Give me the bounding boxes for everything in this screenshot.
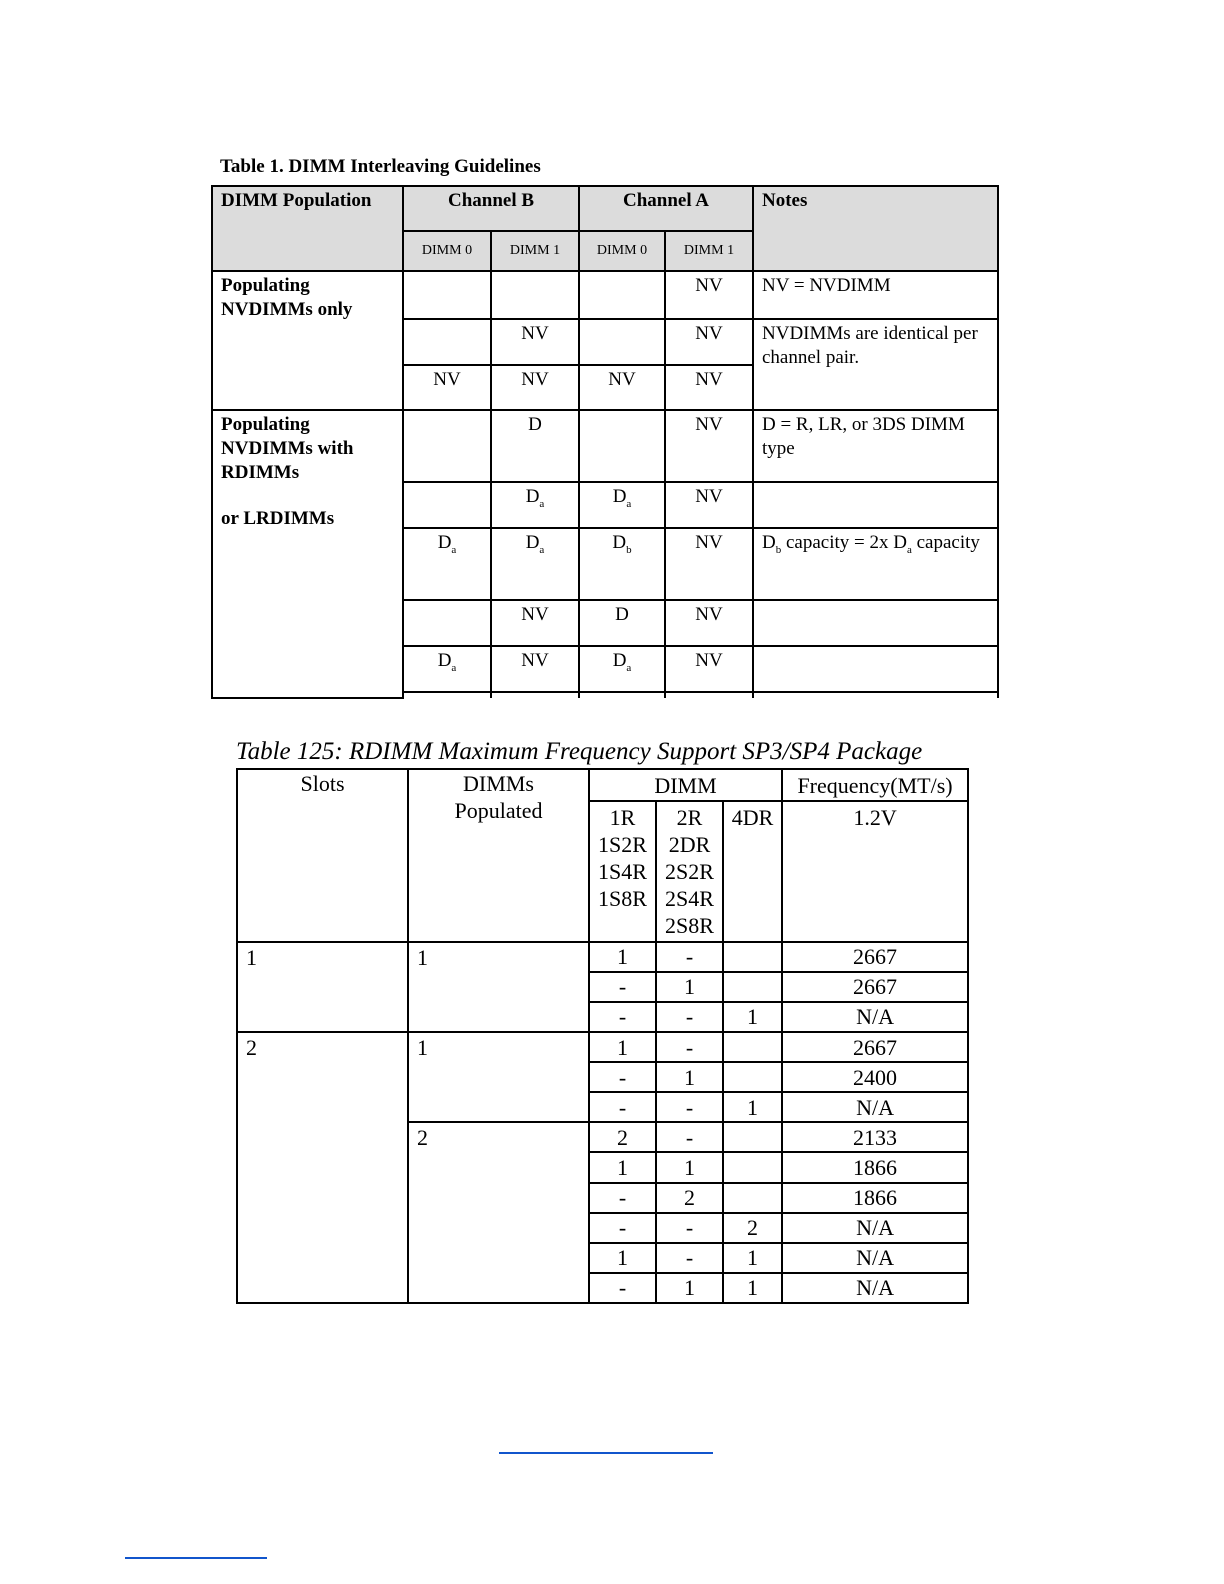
rdimm-frequency-table — [236, 768, 969, 1304]
rank2-cell: - — [656, 1002, 723, 1032]
cell — [579, 410, 665, 482]
cell — [403, 482, 491, 528]
group-label-line1: Populating NVDIMMs with RDIMMs — [221, 413, 354, 483]
note-db-capacity: $D_b$ capacity = 2x $D_a$ capacity — [753, 528, 998, 599]
cell-da: $D_a$ — [579, 646, 665, 692]
table-row — [212, 410, 998, 482]
cell — [403, 410, 491, 482]
rank1-cell: - — [589, 1273, 656, 1303]
cell: NV — [665, 646, 753, 692]
note-identical: NVDIMMs are identical per channel pair. — [753, 319, 998, 410]
header-dimm: DIMM — [589, 769, 782, 801]
rank2-cell: - — [656, 1092, 723, 1122]
rank1-cell: 1 — [589, 1032, 656, 1062]
cell: NV — [665, 410, 753, 482]
header-a-dimm0: DIMM 0 — [579, 231, 665, 271]
header-dimm-population: DIMM Population — [212, 186, 403, 271]
rank2-cell: 1 — [656, 1062, 723, 1092]
frequency-cell: 2667 — [782, 942, 968, 972]
cell: D — [579, 600, 665, 646]
cell: NV — [665, 528, 753, 599]
cell — [753, 600, 998, 646]
group-label-line2: or LRDIMMs — [221, 507, 335, 529]
rank1-cell: 1 — [589, 942, 656, 972]
frequency-cell: N/A — [782, 1243, 968, 1273]
header-voltage: 1.2V — [782, 801, 968, 942]
rank4-cell: 1 — [723, 1092, 782, 1122]
rank2-cell: 2 — [656, 1183, 723, 1213]
frequency-cell: N/A — [782, 1092, 968, 1122]
rank1-cell: - — [589, 1002, 656, 1032]
cell: NV — [665, 365, 753, 410]
note-d-def: D = R, LR, or 3DS DIMM type — [753, 410, 998, 482]
cell: NV — [403, 365, 491, 410]
rank1-cell: - — [589, 1062, 656, 1092]
rank4-cell: 1 — [723, 1243, 782, 1273]
cell: NV — [665, 271, 753, 318]
cell: NV — [491, 600, 579, 646]
cell — [403, 600, 491, 646]
cell — [403, 319, 491, 365]
frequency-cell: N/A — [782, 1213, 968, 1243]
rank4-cell — [723, 942, 782, 972]
header-dimms-populated: DIMMs Populated — [408, 769, 589, 942]
table-row — [212, 271, 998, 318]
group-nvdimm-with-rdimm — [212, 410, 403, 698]
cell-da: $D_a$ — [403, 528, 491, 599]
cell — [753, 646, 998, 692]
cell-da: $D_a$ — [579, 482, 665, 528]
frequency-cell: 1866 — [782, 1183, 968, 1213]
rank1-cell: 1 — [589, 1152, 656, 1182]
table-row — [237, 942, 968, 972]
rank2-cell: - — [656, 1213, 723, 1243]
header-a-dimm1: DIMM 1 — [665, 231, 753, 271]
cell: NV — [665, 319, 753, 365]
rank1-cell: - — [589, 972, 656, 1002]
header-channel-b: Channel B — [403, 186, 579, 231]
rank1-cell: - — [589, 1092, 656, 1122]
cell: NV — [491, 365, 579, 410]
rank1-cell: - — [589, 1213, 656, 1243]
header-frequency: Frequency(MT/s) — [782, 769, 968, 801]
rank2-cell: - — [656, 1122, 723, 1152]
frequency-cell: N/A — [782, 1273, 968, 1303]
populated-cell: 1 — [408, 942, 589, 1032]
cell: NV — [665, 600, 753, 646]
populated-cell: 2 — [408, 1122, 589, 1303]
frequency-cell: 2400 — [782, 1062, 968, 1092]
rank4-cell — [723, 1062, 782, 1092]
cell — [491, 271, 579, 318]
cell: NV — [491, 319, 579, 365]
header-b-dimm1: DIMM 1 — [491, 231, 579, 271]
frequency-cell: N/A — [782, 1002, 968, 1032]
cell — [579, 271, 665, 318]
cell-da: $D_a$ — [491, 528, 579, 599]
footnote-link-underline[interactable] — [125, 1557, 267, 1559]
cell — [753, 482, 998, 528]
rank2-cell: - — [656, 1032, 723, 1062]
rank1-cell: 2 — [589, 1122, 656, 1152]
frequency-cell: 2133 — [782, 1122, 968, 1152]
slots-cell: 2 — [237, 1032, 408, 1303]
header-slots: Slots — [237, 769, 408, 942]
cell: D — [491, 410, 579, 482]
rank2-cell: - — [656, 1243, 723, 1273]
rank4-cell — [723, 1032, 782, 1062]
header-rank2: 2R 2DR 2S2R 2S4R 2S8R — [656, 801, 723, 942]
frequency-cell: 1866 — [782, 1152, 968, 1182]
rank4-cell — [723, 1122, 782, 1152]
cell-da: $D_a$ — [403, 646, 491, 692]
header-rank1: 1R 1S2R 1S4R 1S8R — [589, 801, 656, 942]
note-nv-def: NV = NVDIMM — [753, 271, 998, 318]
header-notes: Notes — [753, 186, 998, 271]
table1-caption: Table 1. DIMM Interleaving Guidelines — [220, 156, 541, 177]
rank1-cell: 1 — [589, 1243, 656, 1273]
header-rank4: 4DR — [723, 801, 782, 942]
link-underline[interactable] — [499, 1452, 713, 1454]
rank2-cell: 1 — [656, 972, 723, 1002]
cell — [403, 271, 491, 318]
cell: NV — [665, 482, 753, 528]
rank4-cell — [723, 1183, 782, 1213]
rank1-cell: - — [589, 1183, 656, 1213]
rank2-cell: 1 — [656, 1273, 723, 1303]
cell: NV — [579, 365, 665, 410]
rank4-cell: 2 — [723, 1213, 782, 1243]
header-b-dimm0: DIMM 0 — [403, 231, 491, 271]
cell: NV — [491, 646, 579, 692]
group-nvdimm-only: Populating NVDIMMs only — [212, 271, 403, 410]
rank4-cell — [723, 972, 782, 1002]
rank4-cell — [723, 1152, 782, 1182]
populated-cell: 1 — [408, 1032, 589, 1122]
header-channel-a: Channel A — [579, 186, 753, 231]
dimm-interleaving-table — [211, 185, 999, 699]
frequency-cell: 2667 — [782, 972, 968, 1002]
cell — [579, 319, 665, 365]
rank4-cell: 1 — [723, 1002, 782, 1032]
rank4-cell: 1 — [723, 1273, 782, 1303]
frequency-cell: 2667 — [782, 1032, 968, 1062]
rank2-cell: - — [656, 942, 723, 972]
rank2-cell: 1 — [656, 1152, 723, 1182]
cell-da: $D_a$ — [491, 482, 579, 528]
table-row — [237, 1032, 968, 1062]
slots-cell: 1 — [237, 942, 408, 1032]
table125-caption: Table 125: RDIMM Maximum Frequency Support SP3/SP4 Package — [236, 738, 923, 765]
cell-db: $D_b$ — [579, 528, 665, 599]
